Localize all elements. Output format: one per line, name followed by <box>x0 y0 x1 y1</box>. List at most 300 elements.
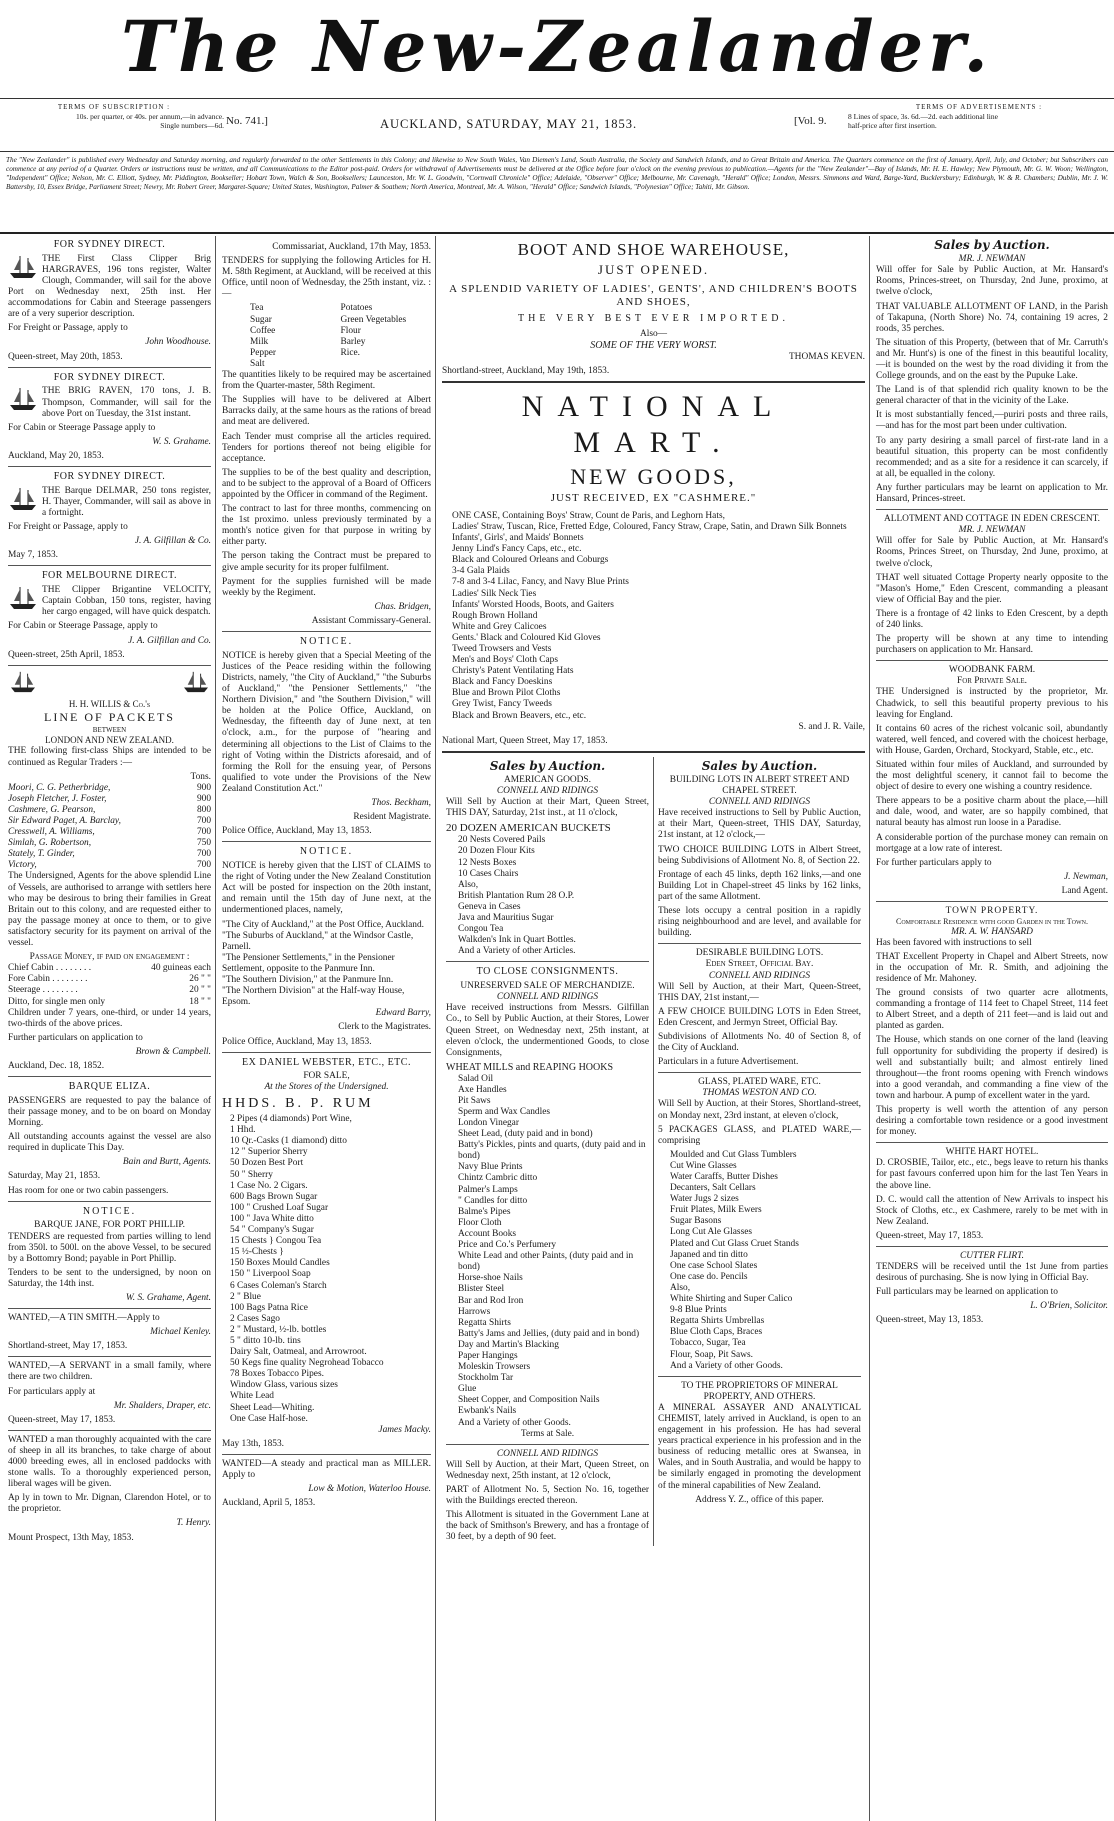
divider <box>658 1072 861 1073</box>
goods-item: Ladies' Straw, Tuscan, Rice, Fretted Edge, Coloured, Fancy Straw, Crape, Satin, and Drawn Silk Bonnets <box>452 521 847 532</box>
divider <box>446 961 649 962</box>
ad-signature: J. A. Gilfillan and Co. <box>128 635 211 646</box>
goods-item: Pit Saws <box>458 1095 491 1106</box>
terms-of-advertisements <box>848 103 1110 131</box>
divider <box>8 367 211 368</box>
ad-text: Terms at Sale. <box>520 1428 575 1439</box>
goods-item: 150 " Liverpool Soap <box>230 1269 311 1280</box>
ad-date: Shortland-street, Auckland, May 19th, 1853. <box>442 366 610 377</box>
ship-name: Sir Edward Paget, A. Barclay, <box>8 816 121 826</box>
section-heading: Sales by Auction. <box>489 758 606 773</box>
masthead <box>0 0 1114 92</box>
goods-item: Price and Co.'s Perfumery <box>458 1240 557 1251</box>
ad-body: Particulars in a future Advertisement. <box>658 1057 799 1068</box>
boot-worst: SOME OF THE VERY WORST. <box>590 340 717 352</box>
ad-subheading: Passage Money, if paid on engagement : <box>29 952 190 963</box>
ad-text: Address Y. Z., office of this paper. <box>695 1494 824 1505</box>
place-item: "The Pensioner Settlements," in the Pensioner Settlement, opposite to the Panmure Inn. <box>222 952 395 974</box>
goods-list <box>442 511 865 722</box>
ad-body: Will offer for Sale by Public Auction, at Mr. Hansard's Rooms, Princes Street, on Thursday, 2nd June, proximo, at twelve o'clock, <box>876 536 1108 569</box>
goods-item: 10 Cases Chairs <box>458 868 519 879</box>
ship-list <box>8 783 211 872</box>
ad-body: THE Barque DELMAR, 250 tons register, H. Thayer, Commander, will sail as above in a fortnight. <box>42 485 211 518</box>
ad-heading: FOR SYDNEY DIRECT. <box>53 239 166 250</box>
ad-heading: NOTICE. <box>299 636 354 647</box>
supply-item: Tea <box>250 303 264 314</box>
ad-date: Queen-street, May 20th, 1853. <box>8 351 123 362</box>
masthead-title: The New-Zealander. <box>121 5 993 88</box>
goods-item: 2 " Mustard, ½-lb. bottles <box>230 1324 327 1335</box>
ship-row <box>8 794 211 805</box>
goods-item: Grey Twist, Fancy Tweeds <box>452 699 552 710</box>
ad-heading: Commissariat, Auckland, 17th May, 1853. <box>272 242 431 252</box>
auctioneer: MR. J. NEWMAN <box>958 525 1026 536</box>
national-mart-title: NATIONAL MART. <box>521 390 786 459</box>
goods-item: 50 Kegs fine quality Negrohead Tobacco <box>230 1358 384 1369</box>
goods-item: Moulded and Cut Glass Tumblers <box>670 1149 797 1160</box>
goods-item: Regatta Shirts <box>458 1317 511 1328</box>
goods-item: Window Glass, various sizes <box>230 1380 338 1391</box>
goods-item: Floor Cloth <box>458 1217 502 1228</box>
terms-sub-line: Single numbers—6d. <box>160 121 224 131</box>
ship-name: Victory, <box>8 860 37 871</box>
goods-item: 9-8 Blue Prints <box>670 1305 727 1316</box>
auction-columns <box>442 757 865 1547</box>
supply-item <box>341 359 432 370</box>
ad-body: Have received instructions from Messrs. Gilfillan Co., to Sell by Public Auction, at their Stores, Lower Queen Street, on Wednesday next, 25th instant, at eleven o'clock, the undermentioned Goods, to close Consignments, <box>446 1003 649 1058</box>
ship-tons: 750 <box>196 838 211 849</box>
ship-tons: 900 <box>196 793 211 804</box>
goods-item: 12 " Superior Sherry <box>230 1147 308 1158</box>
divider <box>8 665 211 666</box>
fare-row <box>8 985 211 996</box>
goods-item: Tobacco, Sugar, Tea <box>670 1338 746 1349</box>
ad-date: Police Office, Auckland, May 13, 1853. <box>222 1036 372 1047</box>
goods-item: 12 Nests Boxes <box>458 857 517 868</box>
goods-item: Stockholm Tar <box>458 1373 514 1384</box>
divider <box>658 943 861 944</box>
goods-item: Navy Blue Prints <box>458 1162 523 1173</box>
goods-list <box>658 1150 861 1372</box>
ship-name: Moori, C. G. Petherbridge, <box>8 782 111 793</box>
goods-item: Balme's Pipes <box>458 1206 511 1217</box>
goods-item: And a Variety of other Goods. <box>458 1417 571 1428</box>
auctioneer: CONNELL AND RIDINGS <box>708 970 811 981</box>
ad-body: Tenders to be sent to the undersigned, by noon on Saturday, the 14th inst. <box>8 1267 211 1289</box>
ad-body: The Supplies will have to be delivered at Albert Barracks daily, at the same hours as the rations of bread and meat are delivered. <box>222 395 431 428</box>
ship-tons: 700 <box>196 816 211 826</box>
goods-item: 50 Dozen Best Port <box>230 1158 304 1169</box>
ad-body: Will Sell by Auction, at their Stores, Shortland-street, on Monday next, 23rd instant, at eleven o'clock, <box>658 1099 861 1121</box>
ad-text: Has room for one or two cabin passengers. <box>8 1185 169 1196</box>
ship-tons: 700 <box>196 849 211 860</box>
column-2 <box>218 236 436 1821</box>
ad-text: For Cabin or Steerage Passage, apply to <box>8 621 158 632</box>
divider <box>8 1201 211 1202</box>
ad-body: NOTICE is hereby given that the LIST of CLAIMS to the right of Voting under the New Zealand Constitution Act will be posted for inspection on the 20th instant, and remain until the 15th day of June next, at the undermentioned places, namely, <box>222 861 431 916</box>
ad-body: THAT well situated Cottage Property nearly opposite to the "Mason's Home," Eden Crescent, commanding a pleasant view of Official Bay and the pier. <box>876 572 1108 605</box>
ship-icon <box>8 386 38 412</box>
supply-item: Milk <box>250 336 269 347</box>
ad-body: THE following first-class Ships are intended to be continued as Regular Traders :— <box>8 746 211 768</box>
divider <box>876 509 1108 510</box>
goods-item: " Candles for ditto <box>458 1195 528 1206</box>
ad-body: TENDERS for supplying the following Articles for H. M. 58th Regiment, at Auckland, will be received at this Office, until noon of Wednesday, the 25th instant, viz. :— <box>222 256 431 300</box>
ad-text: For Freight or Passage, apply to <box>8 323 128 334</box>
ad-signature: Clerk to the Magistrates. <box>338 1022 431 1033</box>
goods-item: 600 Bags Brown Sugar <box>230 1191 318 1202</box>
ad-signature: Bain and Burtt, Agents. <box>122 1157 211 1168</box>
ad-body: PASSENGERS are requested to pay the balance of their passage money, and to be on board on Monday Morning. <box>8 1095 211 1129</box>
ad-body: PART of Allotment No. 5, Section No. 16, together with the Buildings erected thereon. <box>446 1485 649 1507</box>
supply-item: Green Vegetables <box>340 314 407 325</box>
goods-item: Water Caraffs, Butter Dishes <box>670 1172 778 1183</box>
ad-title: LINE OF PACKETS <box>44 710 175 725</box>
ad-body: These lots occupy a central position in a rapidly rising neighbourhood and are level, and available for building. <box>658 906 861 939</box>
goods-item: Glue <box>458 1384 477 1395</box>
new-goods-title: NEW GOODS, <box>570 463 737 489</box>
publisher-notice: The "New Zealander" is published every Wednesday and Saturday morning, and regularly forwarded to the other Settlements in this Colony; and likewise to New South Wales, Van Diemen's Land, South Australia, the Society and Sandwich Islands, and to Great Britain and America. The Quarters commence on the first of January, April, July, and October; but Subscribers can commence at any period of a Quarter. Orders or instructions must be written, and all Communications to the Editor post-paid. Orders for withdrawal of Advertisements must be delivered at the Office before four o'clock on the evening previous to publication.—Agents for the "New Zealander"—Bay of Islands, Mr. H. E. Hawley; New Plymouth, Mr. G. W. Woon; Wellington, "Independent" Office; Nelson, Mr. C. Elliott, Sydney, Mr. Piddington, Bookseller; Hobart Town, Walch & Son, Booksellers; Launceston, Mr. W. L. Goodwin, "Cornwall Chronicle" Office; Adelaide, "Observer" Office; Melbourne, Mr. Cavenagh, "Herald" Office; London, Messrs. Simmons and Ward, Barge-Yard, Bucklersbury; Edinburgh, W. & R. Chambers; Dublin, Mr. J. W. Battersby, 10, Essex Bridge, Parliament Street; Newry, Mr. Robert Greer, Margaret-Square; United States, Washington, Palmer & Soathem; North America, Montreal, Mr. A. Wilson, "Herald" Office; Sandwich Islands, "Polynesian" Office; Tahiti, Mr. Gibson. <box>6 156 1108 191</box>
ad-body: Has been favored with instructions to sell <box>876 937 1032 948</box>
ship-tons: 700 <box>196 860 211 871</box>
ad-body: The property will be shown at any time to intending purchasers on application to Mr. Hansard. <box>876 634 1108 656</box>
ship-icon <box>8 486 38 512</box>
goods-item: Infants' Worsted Hoods, Boots, and Gaiters <box>452 599 614 610</box>
goods-item: White Shirting and Super Calico <box>670 1294 793 1305</box>
goods-item: 1 Case No. 2 Cigars. <box>230 1180 308 1191</box>
column-3 <box>438 236 870 1821</box>
goods-item: Sheet Copper, and Composition Nails <box>458 1395 600 1406</box>
ad-signature: John Woodhouse. <box>145 337 211 348</box>
ad-body: The quantities likely to be required may be ascertained from the Quarter-master, 58th Regiment. <box>222 370 431 392</box>
ship-icon <box>8 585 38 611</box>
goods-item: Blister Steel <box>458 1284 505 1295</box>
goods-item: Congou Tea <box>458 924 504 935</box>
boot-body: A SPLENDID VARIETY OF LADIES', GENTS', AND CHILDREN'S BOOTS AND SHOES, <box>449 283 858 309</box>
goods-item: Infants', Girls', and Maids' Bonnets <box>452 533 584 544</box>
goods-item: 15 Chests } Congou Tea <box>230 1236 322 1247</box>
boot-best: THE VERY BEST EVER IMPORTED. <box>518 313 789 325</box>
places-list <box>222 920 431 1009</box>
ad-signature: Thos. Beckham, <box>371 798 431 809</box>
ad-subheading: UNRESERVED SALE OF MERCHANDIZE. <box>460 981 635 992</box>
goods-item: Batty's Pickles, pints and quarts, (duty paid and in bond) <box>458 1140 646 1162</box>
ship-name: Cresswell, A. Williams, <box>8 827 95 838</box>
fare-row <box>8 974 211 985</box>
divider <box>658 1376 861 1377</box>
goods-item: 2 Cases Sago <box>230 1313 280 1324</box>
goods-item: Ladies' Silk Neck Ties <box>452 588 537 599</box>
goods-item: 150 Boxes Mould Candles <box>230 1258 330 1269</box>
issue-date: AUCKLAND, SATURDAY, MAY 21, 1853. <box>380 117 638 131</box>
ad-lead: WHEAT MILLS and REAPING HOOKS <box>446 1061 614 1073</box>
boot-subtitle: JUST OPENED. <box>597 262 710 278</box>
goods-item: 78 Boxes Tobacco Pipes. <box>230 1369 324 1380</box>
supply-row <box>250 303 431 314</box>
goods-item: Flour, Soap, Pit Saws. <box>670 1349 753 1360</box>
supply-item: Flour <box>340 325 361 336</box>
goods-item: Horse-shoe Nails <box>458 1273 523 1284</box>
ad-date: Auckland, April 5, 1853. <box>222 1498 316 1509</box>
supply-item: Coffee <box>250 325 276 336</box>
section-heading: Sales by Auction. <box>701 758 818 773</box>
ad-heading: GLASS, PLATED WARE, ETC. <box>698 1077 821 1088</box>
ship-icons-row <box>8 670 211 698</box>
volume-number: [Vol. 9. <box>794 115 827 127</box>
ad-body: The House, which stands on one corner of the land (leaving full opportunity for subdividing the property if desired) is well and substantially built; and almost entirely lined throughout—the front rooms opening with French windows into a good verandah, and commanding a fine view of the town and harbour. A pump of excellent water in the yard. <box>876 1035 1108 1101</box>
goods-item: Tweed Trowsers and Vests <box>452 644 552 655</box>
goods-list <box>222 1114 431 1425</box>
goods-item: Java and Mauritius Sugar <box>458 913 554 924</box>
goods-item: 100 Bags Patna Rice <box>230 1302 308 1313</box>
fare-label: Ditto, for single men only <box>8 996 106 1007</box>
auction-left <box>442 757 653 1547</box>
goods-item: Sugar Basons <box>670 1216 722 1227</box>
ad-subheading: Eden Street, Official Bay. <box>705 959 814 970</box>
ad-signature: Brown & Campbell. <box>135 1046 211 1057</box>
fare-row <box>8 997 211 1008</box>
fare-value: 40 guineas each <box>151 963 211 974</box>
goods-item: Plated and Cut Glass Cruet Stands <box>670 1238 799 1249</box>
goods-item: London Vinegar <box>458 1118 519 1129</box>
goods-item: White Lead <box>230 1391 274 1402</box>
ad-heading: CUTTER FLIRT. <box>960 1251 1024 1261</box>
ad-heading: BARQUE ELIZA. <box>68 1081 151 1093</box>
fare-value: 18 " " <box>189 996 211 1007</box>
ad-signature: Chas. Bridgen, <box>374 601 431 612</box>
fare-label: Steerage . . . . . . . . <box>8 985 78 996</box>
ad-body: Each Tender must comprise all the articles required. Tenders for portions thereof not being eligible for acceptance. <box>222 431 431 464</box>
goods-item: Water Jugs 2 sizes <box>670 1194 739 1205</box>
ad-body: TENDERS will be received until the 1st June from parties desirous of purchasing. She is now lying in Official Bay. <box>876 1262 1108 1284</box>
supply-row <box>250 337 431 348</box>
goods-item: Sheet Lead, (duty paid and in bond) <box>458 1129 593 1140</box>
ad-text: Further particulars on application to <box>8 1032 143 1043</box>
ad-body: It is most substantially fenced,—puriri posts and three rails,—and has for the most part been under cultivation. <box>876 410 1108 432</box>
ad-signature: J. A. Gilfillan & Co. <box>134 536 211 547</box>
ad-heading: ALLOTMENT AND COTTAGE IN EDEN CRESCENT. <box>883 514 1101 525</box>
supply-list <box>222 303 431 370</box>
ship-row <box>8 827 211 838</box>
ad-date: Auckland, Dec. 18, 1852. <box>8 1060 105 1071</box>
ad-text: For particulars apply at <box>8 1386 96 1397</box>
goods-item: Sheet Lead—Whiting. <box>230 1402 315 1413</box>
ad-heading: FOR SYDNEY DIRECT. <box>53 471 166 482</box>
ad-body: The Land is of that splendid rich quality known to be the general character of that in the vicinity of the Lake. <box>876 385 1108 407</box>
ad-body: Will Sell by Auction, at their Mart, Queen Street, on Wednesday next, 25th instant, at 12 o'clock, <box>446 1459 649 1481</box>
goods-item: Rough Brown Holland <box>452 610 538 621</box>
goods-item: Fruit Plates, Milk Ewers <box>670 1205 762 1216</box>
ship-row <box>8 849 211 860</box>
ad-heading: NOTICE. <box>82 1205 137 1217</box>
auctioneer: CONNELL AND RIDINGS <box>708 797 811 808</box>
divider <box>8 1308 211 1309</box>
goods-list <box>446 835 649 957</box>
ad-signature: Assistant Commissary-General. <box>311 615 431 626</box>
goods-item: Palmer's Lamps <box>458 1184 518 1195</box>
ad-body: This property is well worth the attention of any person desiring a comfortable town residence or a good investment for money. <box>876 1104 1108 1138</box>
ad-text: BETWEEN <box>92 725 127 734</box>
ad-heading: BUILDING LOTS IN ALBERT STREET AND CHAPEL STREET. <box>669 775 850 797</box>
ad-body: There appears to be a positive charm about the place,—hill and dale, wood, and water, are so happily combined, that natural beauty has almost run loose in a Paradise. <box>876 796 1108 829</box>
goods-item: 1 Hhd. <box>230 1125 256 1136</box>
ad-body: Children under 7 years, one-third, or under 14 years, two-thirds of the above prices. <box>8 1007 211 1029</box>
ad-date: Shortland-street, May 17, 1853. <box>8 1341 128 1352</box>
ad-signature: Resident Magistrate. <box>353 812 431 823</box>
goods-list <box>446 1074 649 1429</box>
goods-item: And a Variety of other Goods. <box>670 1360 783 1371</box>
section-heading: Sales by Auction. <box>934 238 1050 252</box>
supply-item: Salt <box>250 358 265 369</box>
ad-body: WANTED a man thoroughly acquainted with the care of sheep in all its branches, to take charge of about 4000 breeding ewes, all in enclosed paddocks with stone walls. To a thoroughly experienced person, liberal wages will be given. <box>8 1434 211 1490</box>
goods-item: Also, <box>670 1282 691 1293</box>
ad-body: Subdivisions of Allotments No. 40 of Section 8, of the City of Auckland. <box>658 1031 861 1054</box>
fare-list <box>8 963 211 1007</box>
ad-body: Will Sell by Auction at their Mart, Queen Street, THIS DAY, Saturday, 21st inst., at 11 o'clock, <box>446 797 649 819</box>
divider <box>876 660 1108 661</box>
ad-body: To any party desiring a small parcel of first-rate land in a beautiful situation, this property can be most confidently recommended; and as a site for a residence it can scarcely, if at all, be equalled in the colony. <box>876 435 1108 479</box>
supply-item: Potatoes <box>340 303 373 314</box>
goods-item: Geneva in Cases <box>458 901 521 912</box>
goods-item: 15 ½-Chests } <box>230 1247 284 1258</box>
ad-signature: Edward Barry, <box>375 1008 431 1019</box>
goods-item: 20 Dozen Flour Kits <box>458 846 535 857</box>
ad-body: Situated within four miles of Auckland, and surrounded by the most delightful scenery, it cannot fail to become the object of desire to every one wishing a country residence. <box>876 760 1108 793</box>
terms-sub-heading: TERMS OF SUBSCRIPTION : <box>57 103 171 111</box>
ad-body: NOTICE is hereby given that a Special Meeting of the Justices of the Peace residing within the following Districts, namely, "the City of Auckland," "the Suburbs of Auckland," "the Pensioner Settlements," "the Northern Division," and "the Southern Division," will be holden at the Police Office, Auckland, on Wednesday, the fifteenth day of June next, at ten o'clock, a.m., for the purpose of "hearing and determining all objections to the List of Claims to the right of Voting within the Districts aforesaid, and of forming the Roll for the ensuing year, of Persons qualified to vote under the Provisions of the New Zealand Constitution Act." <box>222 650 431 794</box>
ad-text: For Cabin or Steerage Passage apply to <box>8 422 156 433</box>
ad-signature: T. Henry. <box>176 1518 211 1529</box>
ship-row <box>8 860 211 871</box>
table-header: Tons. <box>190 771 211 782</box>
ad-body: Frontage of each 45 links, depth 162 links,—and one Building Lot in Chapel-street 45 links by 162 links, part of the same Allotment. <box>658 869 861 902</box>
terms-ad-line: 8 Lines of space, 3s. 6d.—2d. each additional line <box>848 111 998 121</box>
ad-signature: Michael Kenley. <box>150 1327 211 1338</box>
ad-date: Queen-street, May 13, 1853. <box>876 1315 984 1326</box>
goods-item: Christy's Patent Ventilating Hats <box>452 666 574 677</box>
column-4 <box>872 236 1112 1821</box>
ad-body: Payment for the supplies furnished will be made weekly by the Regiment. <box>222 576 431 598</box>
ad-body: WANTED—A steady and practical man as MILLER. Apply to <box>222 1458 431 1480</box>
place-item: "The Northern Division" at the Half-way House, Epsom. <box>222 986 405 1008</box>
ad-body: The supplies to be of the best quality and description, and to be subject to the approval of a Board of Officers appointed by the Officer in command of the Regiment. <box>222 467 431 500</box>
ad-signature: L. O'Brien, Solicitor. <box>1030 1301 1108 1312</box>
ad-date: Saturday, May 21, 1853. <box>8 1171 101 1182</box>
ad-signature: S. and J. R. Vaile, <box>798 721 865 732</box>
ad-heading: AMERICAN GOODS. <box>504 775 591 786</box>
goods-item: Decanters, Salt Cellars <box>670 1183 756 1194</box>
terms-sub-line: 10s. per quarter, or 40s. per annum,—in advance. <box>76 111 224 121</box>
ship-row <box>8 805 211 816</box>
goods-item: Long Cut Ale Glasses <box>670 1227 753 1238</box>
ad-body: A considerable portion of the purchase money can remain on mortgage at a low rate of interest. <box>876 832 1108 854</box>
ad-subheading: BARQUE JANE, FOR PORT PHILLIP. <box>34 1220 185 1231</box>
goods-item: Day and Martin's Blacking <box>458 1339 559 1350</box>
goods-item: Men's and Boys' Cloth Caps <box>452 655 558 666</box>
goods-item: Chintz Cambric ditto <box>458 1173 538 1184</box>
ad-date: National Mart, Queen Street, May 17, 1853. <box>442 735 608 746</box>
goods-item: Black and Brown Beavers, etc., etc. <box>452 710 587 721</box>
goods-item: 100 " Java White ditto <box>230 1213 314 1224</box>
ad-body: THE Clipper Brigantine VELOCITY, Captain Cobban, 150 tons, register, having her cargo engaged, will have quick despatch. <box>42 585 211 618</box>
goods-item: Paper Hangings <box>458 1350 518 1361</box>
ad-body: D. C. would call the attention of New Arrivals to inspect his Stock of Cloths, etc., ex Cashmere, rarely to be met with in New Zealand. <box>876 1194 1108 1227</box>
goods-item: Regatta Shirts Umbrellas <box>670 1316 765 1327</box>
ship-name: Stately, T. Ginder, <box>8 849 75 860</box>
fare-label: Fore Cabin . . . . . . . . <box>8 974 88 985</box>
divider <box>8 1430 211 1431</box>
goods-item: One case School Slates <box>670 1260 758 1271</box>
ad-lead: 5 PACKAGES GLASS, and PLATED WARE,—comprising <box>658 1124 861 1146</box>
ad-body: There is a frontage of 42 links to Eden Crescent, by a depth of 240 links. <box>876 608 1108 630</box>
divider <box>222 1052 431 1053</box>
ad-subheading: At the Stores of the Undersigned. <box>264 1082 389 1093</box>
supply-item: Sugar <box>250 314 272 325</box>
supply-row <box>250 359 431 370</box>
goods-item: Moleskin Trowsers <box>458 1362 531 1373</box>
auctioneer: CONNELL AND RIDINGS <box>496 1448 599 1459</box>
ad-body: THAT VALUABLE ALLOTMENT OF LAND, in the Parish of Takapuna, (North Shore) No. 74, containing 19 acres, 2 roods, 35 perches. <box>876 301 1108 334</box>
divider <box>8 1356 211 1357</box>
supply-item: Rice. <box>340 347 361 358</box>
goods-item: One Case Half-hose. <box>230 1413 308 1424</box>
ad-text: Ap ly in town to Mr. Dignan, Clarendon Hotel, or to the proprietor. <box>8 1493 211 1515</box>
goods-item: Harrows <box>458 1306 491 1317</box>
goods-item: Black and Fancy Doeskins <box>452 677 553 688</box>
goods-item: 3-4 Gala Plaids <box>452 566 510 577</box>
divider <box>8 466 211 467</box>
ad-body: Have received instructions to Sell by Public Auction, at their Mart, Queen-street, THIS DAY, Saturday, 21st instant, at 12 o'clock,— <box>658 808 861 841</box>
divider <box>222 841 431 842</box>
ad-body: THAT Excellent Property in Chapel and Albert Streets, now in the occupation of Mr. R. Smith, and adjoining the residence of Mr. Mahoney. <box>876 951 1108 984</box>
goods-item: 6 Cases Coleman's Starch <box>230 1280 327 1291</box>
goods-item: Axe Handles <box>458 1084 507 1095</box>
national-mart-sub: JUST RECEIVED, EX "CASHMERE." <box>550 491 757 504</box>
ad-body: The ground consists of two quarter acre allotments, commanding a frontage of 114 feet to Chapel Street, 114 feet to Albert Street, and a depth of 211 feet—and is laid out and planted as garden. <box>876 988 1108 1032</box>
ship-tons: 800 <box>196 804 211 815</box>
ad-subheading: For Private Sale. <box>957 676 1027 687</box>
ad-body: A FEW CHOICE BUILDING LOTS in Eden Street, Eden Crescent, and Jermyn Street, Official Bay. <box>658 1006 861 1028</box>
goods-item: 5 " ditto 10-lb. tins <box>230 1335 301 1346</box>
goods-item: One case do. Pencils <box>670 1271 748 1282</box>
goods-item: Ewbank's Nails <box>458 1406 517 1417</box>
header-rule <box>0 232 1114 234</box>
goods-item: Also, <box>458 879 479 890</box>
divider <box>442 381 865 383</box>
ship-icon <box>8 670 38 698</box>
ad-date: May 13th, 1853. <box>222 1438 284 1449</box>
ad-body: Full particulars may be learned on application to <box>876 1287 1058 1298</box>
ad-body: TWO CHOICE BUILDING LOTS in Albert Street, being Subdivisions of Allotment No. 8, of Section 22. <box>658 844 861 866</box>
goods-item: 10 Qr.-Casks (1 diamond) ditto <box>230 1136 347 1147</box>
place-item: "The Suburbs of Auckland," at the Windsor Castle, Parnell. <box>222 930 414 952</box>
ad-body: WANTED,—A TIN SMITH.—Apply to <box>8 1313 160 1324</box>
fare-label: Chief Cabin . . . . . . . . <box>8 963 92 974</box>
ad-date: Mount Prospect, 13th May, 1853. <box>8 1532 134 1543</box>
supply-item: Pepper <box>250 347 277 358</box>
issue-number: No. 741.] <box>226 115 268 127</box>
auction-right <box>653 757 865 1547</box>
ship-row <box>8 816 211 827</box>
ad-body: TENDERS are requested from parties willing to lend from 350l. to 500l. on the above Vessel, to be secured by a Bottomry Bond; payable in Port Phillip. <box>8 1231 211 1264</box>
ad-signature: Low & Motion, Waterloo House. <box>308 1484 431 1495</box>
divider <box>222 1454 431 1455</box>
ad-lead: HHDS. B. P. RUM <box>222 1095 374 1111</box>
ad-body: The person taking the Contract must be prepared to give ample security for its proper fulfilment. <box>222 551 431 573</box>
terms-ad-line: half-price after first insertion. <box>848 121 937 131</box>
ad-heading: DESIRABLE BUILDING LOTS. <box>695 948 824 959</box>
goods-item: Gents.' Black and Coloured Kid Gloves <box>452 632 601 643</box>
